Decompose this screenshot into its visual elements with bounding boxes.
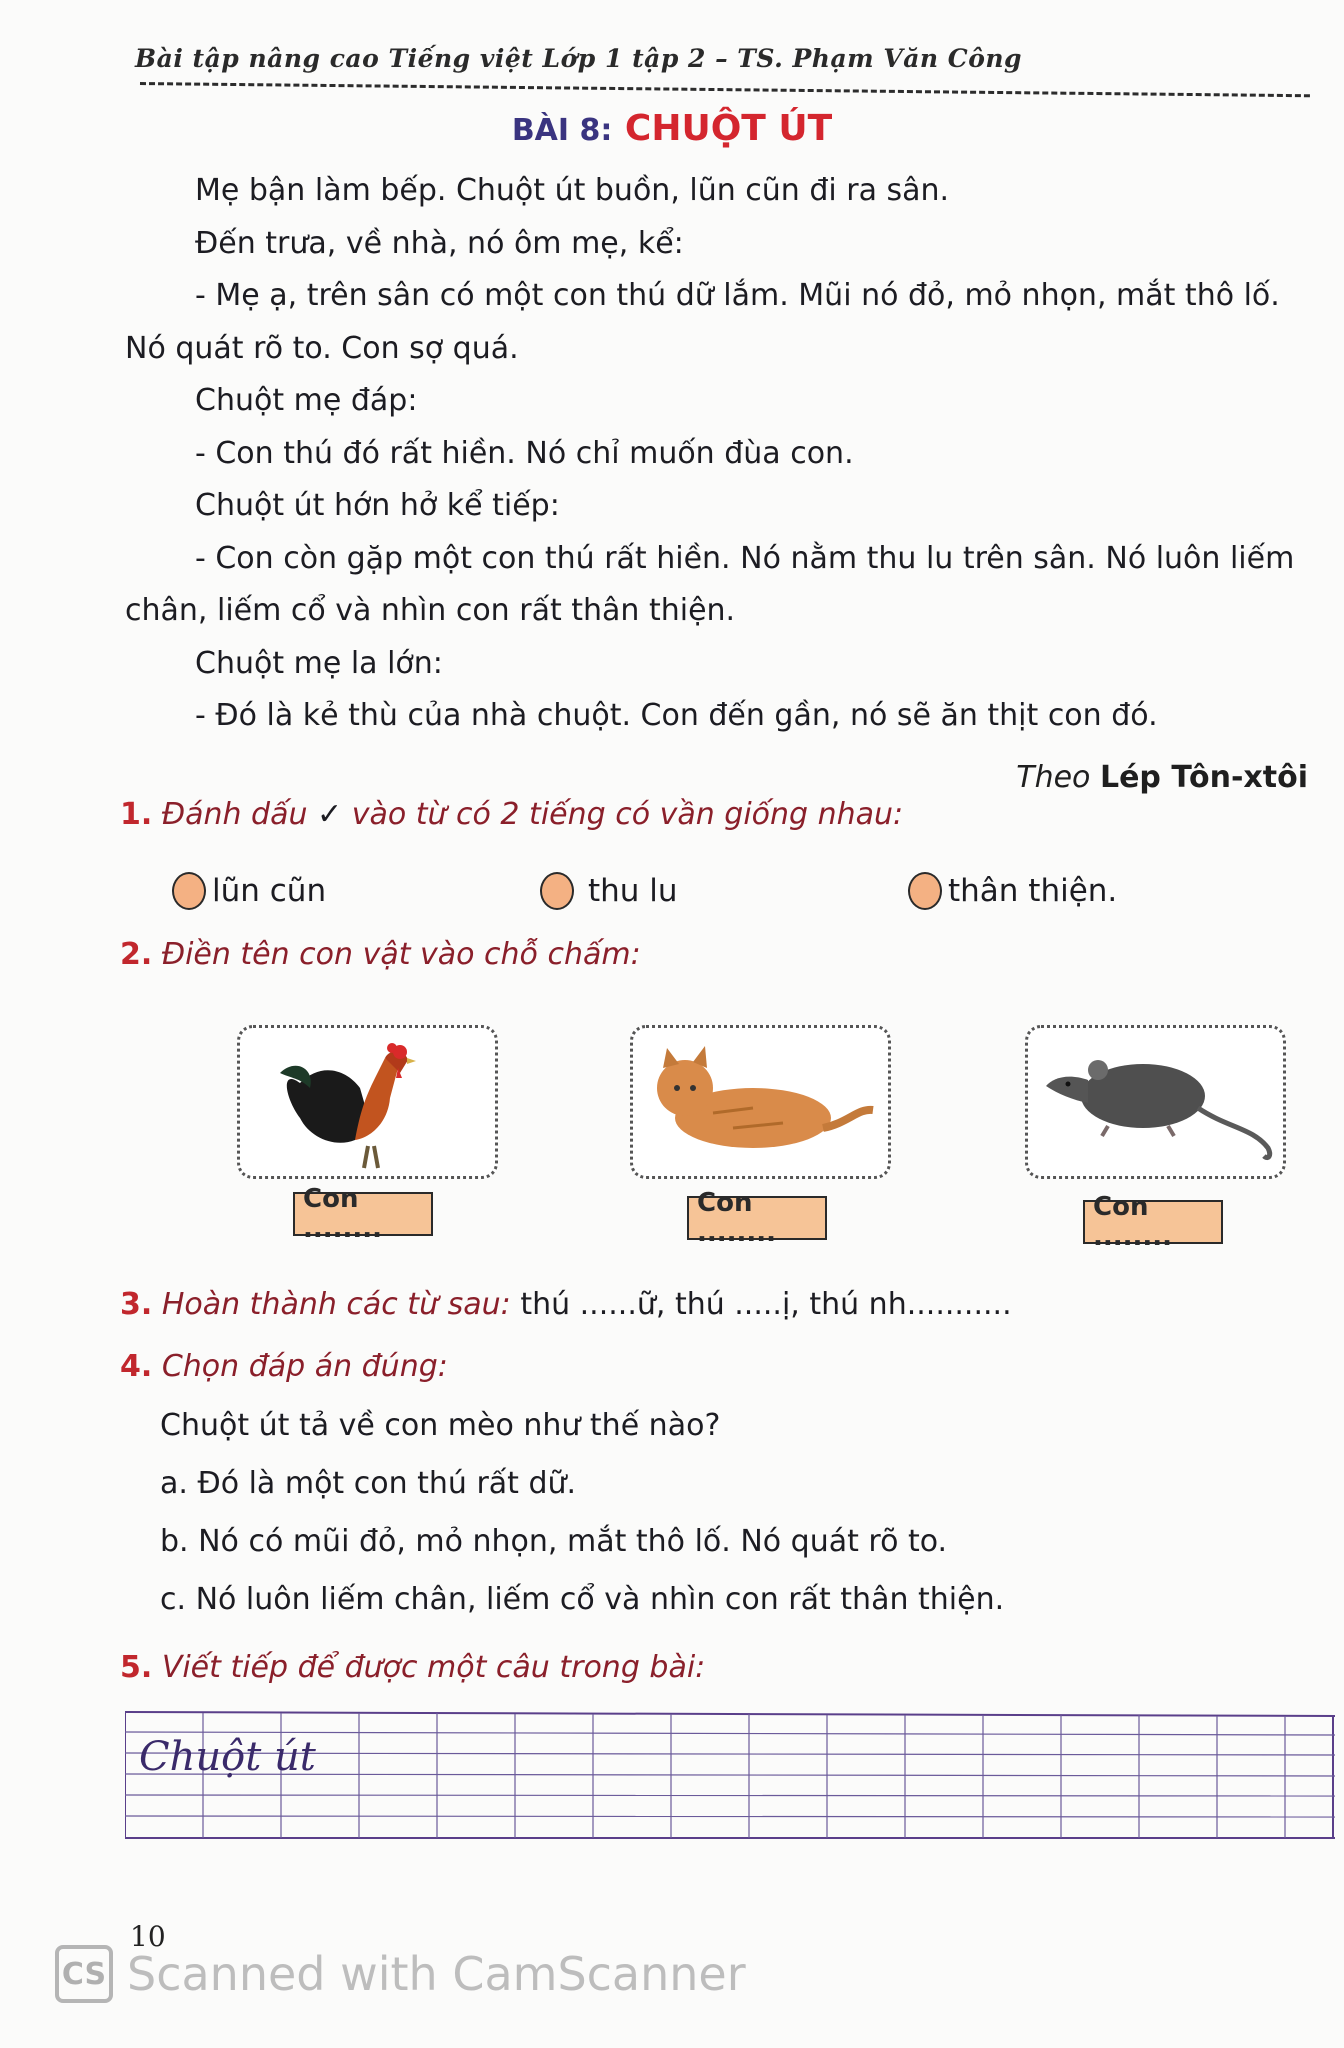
story-line: Chuột út hớn hở kể tiếp: (195, 488, 560, 523)
story-line: - Con thú đó rất hiền. Nó chỉ muốn đùa con. (195, 435, 854, 471)
question-text: Hoàn thành các từ sau: (161, 1287, 511, 1322)
checkbox-circle[interactable] (908, 872, 942, 910)
watermark-text: Scanned with CamScanner (127, 1947, 746, 2001)
story-line: chân, liếm cổ và nhìn con rất thân thiện. (125, 593, 736, 628)
question-number: 2. (120, 937, 153, 972)
option-label: lũn cũn (212, 873, 327, 909)
story-line: Chuột mẹ la lớn: (195, 645, 443, 681)
rooster-picture (237, 1025, 498, 1179)
answer-box-cat[interactable]: Con ........ (687, 1196, 827, 1240)
question-1 (120, 797, 903, 832)
question-4 (120, 1349, 448, 1384)
question-4-prompt: Chuột út tả về con mèo như thế nào? (160, 1408, 721, 1443)
question-number: 3. (120, 1287, 153, 1322)
question-number: 4. (120, 1349, 153, 1384)
cat-icon (633, 1028, 888, 1176)
answer-box-rooster[interactable]: Con ........ (293, 1192, 433, 1236)
answer-b[interactable]: b. Nó có mũi đỏ, mỏ nhọn, mắt thô lố. Nó quát rõ to. (160, 1524, 948, 1559)
checkbox-circle[interactable] (540, 872, 574, 910)
story-text (125, 165, 1325, 743)
story-line: - Mẹ ạ, trên sân có một con thú dữ lắm. Mũi nó đỏ, mỏ nhọn, mắt thô lố. (195, 278, 1280, 313)
author-credit (1016, 760, 1308, 795)
option-than-thien[interactable] (908, 872, 1117, 910)
question-text: vào từ có 2 tiếng có vần giống nhau: (351, 797, 904, 832)
question-5 (120, 1650, 705, 1685)
header-divider (140, 82, 1310, 97)
option-lun-cun[interactable] (172, 872, 326, 910)
option-label: thu lu (588, 873, 678, 909)
author-name: Lép Tôn-xtôi (1099, 760, 1308, 795)
camscanner-logo-icon: CS (55, 1945, 113, 2003)
writing-grid[interactable] (125, 1710, 1335, 1840)
question-text: Đánh dấu (161, 797, 308, 832)
handwriting-sample: Chuột út (139, 1734, 316, 1780)
answer-a[interactable]: a. Đó là một con thú rất dữ. (160, 1466, 577, 1501)
question-number: 1. (120, 797, 153, 832)
page-number: 10 (130, 1920, 166, 1953)
story-line: Đến trưa, về nhà, nó ôm mẹ, kể: (195, 225, 684, 261)
story-line: Nó quát rõ to. Con sợ quá. (125, 330, 519, 366)
lesson-title (0, 108, 1344, 149)
option-label: thân thiện. (948, 873, 1118, 909)
check-mark-icon: ✓ (317, 797, 343, 832)
rooster-icon (240, 1028, 495, 1176)
question-text: Viết tiếp để được một câu trong bài: (161, 1650, 706, 1685)
option-thu-lu[interactable] (540, 872, 678, 910)
camscanner-watermark (55, 1945, 746, 2003)
story-line: Mẹ bận làm bếp. Chuột út buồn, lũn cũn đi ra sân. (195, 173, 950, 208)
lesson-name: CHUỘT ÚT (624, 108, 833, 149)
answer-box-rat[interactable]: Con ........ (1083, 1200, 1223, 1244)
fill-in-words[interactable]: thú ......ữ, thú .....ị, thú nh........... (520, 1287, 1012, 1322)
book-header: Bài tập nâng cao Tiếng việt Lớp 1 tập 2 – TS. Phạm Văn Công (135, 44, 1023, 73)
checkbox-circle[interactable] (172, 872, 206, 910)
cat-picture (630, 1025, 891, 1179)
rat-icon (1028, 1028, 1283, 1176)
answer-c[interactable]: c. Nó luôn liếm chân, liếm cổ và nhìn con rất thân thiện. (160, 1582, 1005, 1617)
question-2 (120, 937, 641, 972)
question-3 (120, 1287, 1012, 1322)
rat-picture (1025, 1025, 1286, 1179)
question-number: 5. (120, 1650, 153, 1685)
question-text: Chọn đáp án đúng: (161, 1349, 448, 1384)
story-line: Chuột mẹ đáp: (195, 383, 418, 418)
story-line: - Đó là kẻ thù của nhà chuột. Con đến gần, nó sẽ ăn thịt con đó. (195, 698, 1158, 733)
question-text: Điền tên con vật vào chỗ chấm: (161, 937, 641, 972)
lesson-number: BÀI 8: (511, 113, 613, 148)
story-line: - Con còn gặp một con thú rất hiền. Nó nằm thu lu trên sân. Nó luôn liếm (195, 540, 1295, 576)
author-prefix: Theo (1016, 760, 1091, 795)
